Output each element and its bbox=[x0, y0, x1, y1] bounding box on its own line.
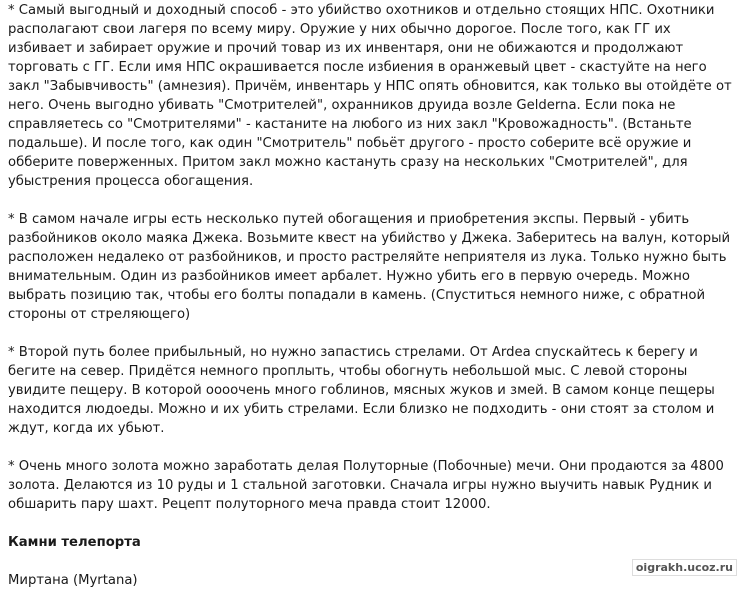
paragraph-hunters: * Самый выгодный и доходный способ - это убийство охотников и отдельно стоящих НПС. Охотники располагают свои лагеря по всему миру. Оружие у них обычно дорогое. После того, как ГГ их избивает и забирает оружие и прочий товар из их инвентаря, они не обижаются и продолжают торговать с ГГ. Если имя НПС окрашивается после избиения в оранжевый цвет - скастуйте на него закл "Забывчивость" (амнезия). Причём, инвентарь у НПС опять обновится, как только вы отойдёте от него. Очень выгодно убивать "Смотрителей", охранников друида возле Gelderna. Если пока не справляетесь со "Смотрителями" - кастаните на любого из них закл "Кровожадность". (Встаньте подальше). И после того, как один "Смотритель" побьёт другого - просто соберите всё оружие и обберите поверженных. Притом закл можно кастануть сразу на нескольких "Смотрителей", для убыстрения процесса обогащения. bbox=[8, 3, 732, 189]
paragraph-cave-arrows: * Второй путь более прибыльный, но нужно запастись стрелами. От Ardea спускайтесь к берегу и бегите на север. Придётся немного проплыть, чтобы обогнуть небольшой мыс. С левой стороны увидите пещеру. В которой оооочень много гоблинов, мясных жуков и змей. В самом конце пещеры находится людоеды. Можно и их убить стрелами. Если близко не подходить - они стоят за столом и ждут, когда их убьют. bbox=[8, 345, 715, 436]
section-item-myrtana: Миртана (Myrtana) bbox=[8, 573, 138, 588]
section-heading-teleport-stones: Камни телепорта bbox=[8, 535, 141, 550]
site-watermark: oigrakh.ucoz.ru bbox=[632, 559, 737, 576]
paragraph-swords: * Очень много золота можно заработать делая Полуторные (Побочные) мечи. Они продаются за 4800 золота. Делаются из 10 руды и 1 стальной заготовки. Сначала игры нужно выучить навык Рудник и обшарить пару шахт. Рецепт полуторного меча правда стоит 12000. bbox=[8, 459, 724, 512]
article-body bbox=[8, 1, 734, 590]
paragraph-lighthouse-bandits: * В самом начале игры есть несколько путей обогащения и приобретения экспы. Первый - убить разбойников около маяка Джека. Возьмите квест на убийство у Джека. Заберитесь на валун, который расположен недалеко от разбойников, и просто растреляйте неприятеля из лука. Только нужно быть внимательным. Один из разбойников имеет арбалет. Нужно убить его в первую очередь. Можно выбрать позицию так, чтобы его болты попадали в камень. (Спуститься немного ниже, с обратной стороны от стреляющего) bbox=[8, 212, 731, 322]
